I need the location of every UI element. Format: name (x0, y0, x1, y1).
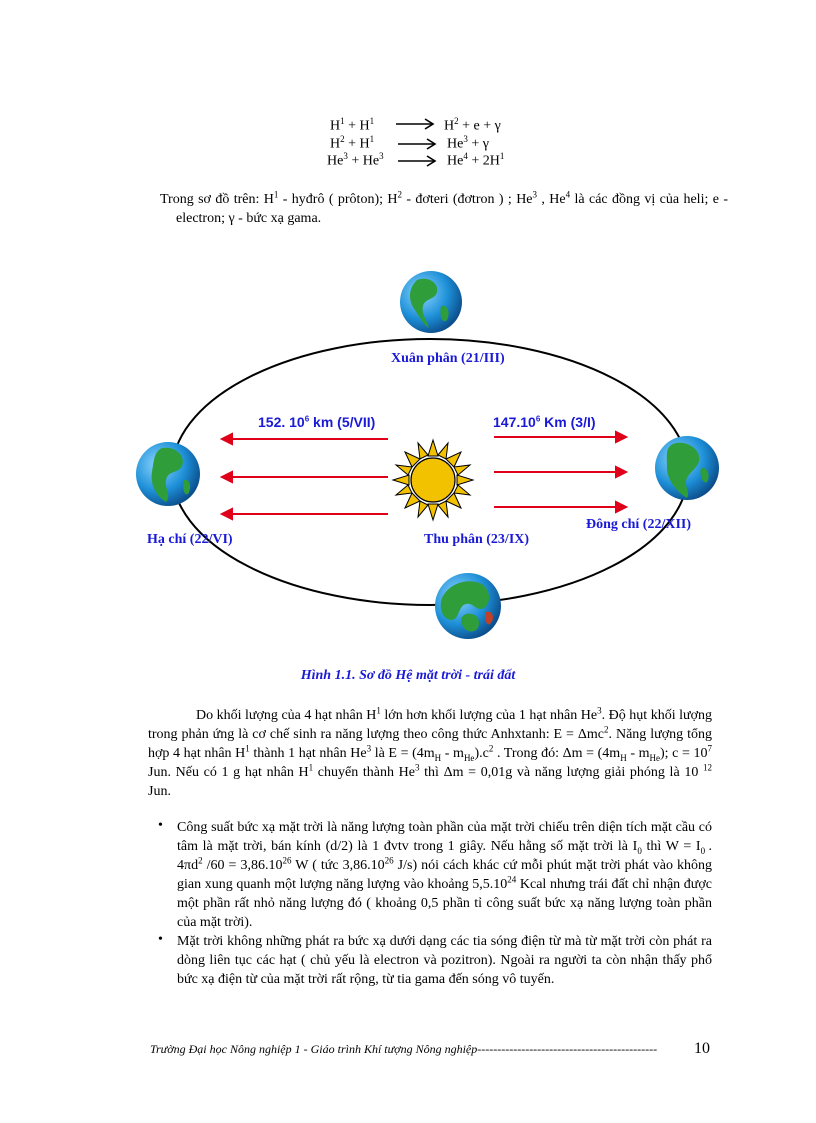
equation-2-right: $He^3 + \gamma$ (447, 134, 489, 152)
legend-paragraph: Trong sơ đồ trên: $H^1$ - hyđrô ( prôton); $H^2$ - đơteri (đơtron ) ; He$^3$ , He$^4$ là các đồng vị của heli; e - electron; γ - bức xạ gama. (160, 189, 728, 226)
equation-1-right: $H^2 + e + \gamma$ (444, 116, 501, 134)
right-arrow-icon (398, 154, 438, 168)
equation-3-left: $He^3 + He^3$ (327, 151, 384, 169)
distance-perihelion: 147.10$^6$ Km (3/I) (493, 414, 596, 430)
sun-icon (393, 440, 473, 520)
label-summer-solstice: Hạ chí (22/VI) (147, 532, 233, 547)
paragraph-energy: Do khối lượng của 4 hạt nhân $H^1$ lớn hơn khối lượng của 1 hạt nhân He$^3$. Độ hụt khối lượng trong phản ứng là cơ chế sinh ra năng lượng theo công thức Anhxtanh: E = Δmc$^2$. Năng lượng tổng hợp 4 hạt nhân $H^1$ thành 1 hạt nhân He$^3$ là $E = (4m_H - m_{He}).c^2$ . Trong đó: $\Delta m = (4m_H - m_{He})$; $c = 10^7$ Jun. Nếu có 1 g hạt nhân $H^1$ chuyển thành He$^3$ thì Δm = 0,01g và năng lượng giải phóng là 10 $^{12}$ Jun. (148, 705, 712, 799)
earth-globe-winter-icon (655, 436, 719, 500)
earth-globe-autumn-icon (435, 573, 501, 639)
page-number: 10 (694, 1040, 710, 1057)
distance-aphelion: 152. $10^6$ km (5/VII) (258, 414, 376, 430)
radiation-arrows-left (222, 434, 388, 519)
bullet-dot-icon: • (158, 932, 163, 947)
earth-globe-summer-icon (136, 442, 200, 506)
solar-system-diagram (120, 262, 720, 652)
right-arrow-icon (398, 137, 438, 151)
page-footer: Trường Đại học Nông nghiệp 1 - Giáo trình Khí tượng Nông nghiệp--------------------------------------------- (150, 1042, 658, 1056)
label-autumn-equinox: Thu phân (23/IX) (424, 532, 530, 547)
label-spring-equinox: Xuân phân (21/III) (391, 351, 505, 366)
figure-caption: Hình 1.1. Sơ đồ Hệ mặt trời - trái đất (300, 668, 516, 683)
equation-3-right: $He^4 + 2H^1$ (447, 151, 505, 169)
bullet-solar-power: Công suất bức xạ mặt trời là năng lượng toàn phần của mặt trời chiếu trên diện tích mặt cầu có tâm là mặt trời, bán kính (d/2) là 1 đvtv trong 1 giây. Nếu hằng số mặt trời là $I_0$ thì $W = I_0$ . $4\pi d^2$ $/60 = 3,86.10^{26}$ W ( tức 3,86.10$^{26}$ J/s) nói cách khác cứ mỗi phút mặt trời phát vào không gian xung quanh một lượng năng lượng vào khoảng 5,5.10$^{24}$ Kcal nhưng trái đất chỉ nhận được một phần rất nhỏ năng lượng đó ( khoảng 0,5 phần tỉ công suất bức xạ năng lượng toàn phần của mặt trời). (177, 820, 713, 930)
equation-2-left: $H^2 + H^1$ (330, 134, 375, 152)
right-arrow-icon (396, 117, 436, 131)
earth-globe-spring-icon (400, 271, 462, 333)
radiation-arrows-right (494, 432, 626, 512)
bullet-dot-icon: • (158, 818, 163, 833)
label-winter-solstice: Đông chí (22/XII) (586, 517, 692, 532)
equation-1-left: $H^1 + H^1$ (330, 116, 375, 134)
bullet-particle-emission: Mặt trời không những phát ra bức xạ dưới dạng các tia sóng điện từ mà từ mặt trời còn phát ra dòng liên tục các hạt ( chủ yếu là electron và pozitron). Ngoài ra người ta còn nhận thấy phổ bức xạ điện từ của mặt trời rất rộng, từ tia gama đến sóng vô tuyến. (177, 934, 712, 987)
